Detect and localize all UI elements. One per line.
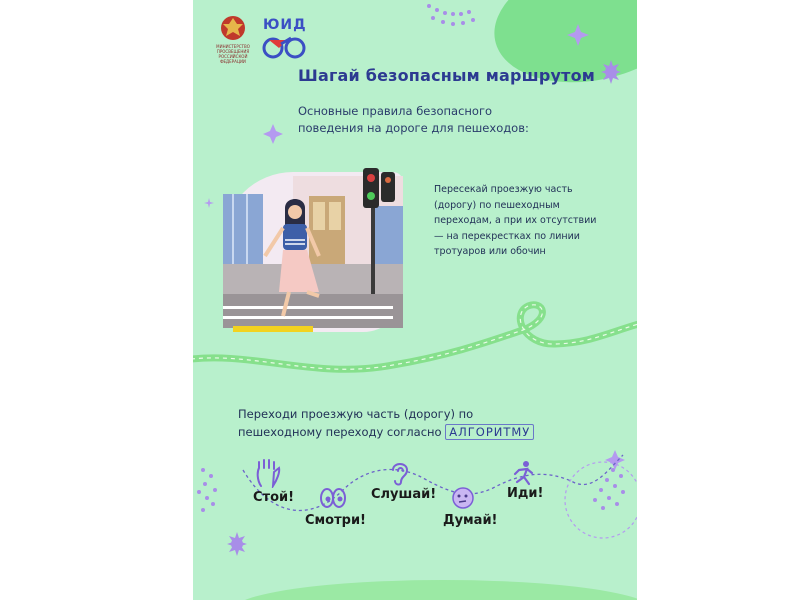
yuid-logo-icon (261, 34, 307, 60)
ministry-caption: МИНИСТЕРСТВО ПРОСВЕЩЕНИЯ РОССИЙСКОЙ ФЕДЕРАЦИИ (216, 44, 250, 64)
thinking-face-icon (451, 486, 475, 510)
page-title: Шагай безопасным маршрутом (298, 66, 596, 85)
step-go: Иди! (507, 486, 544, 501)
ear-icon (389, 460, 411, 486)
rule-text: Пересекай проезжую часть (дорогу) по пешеходным переходам, а при их отсутствии — на перекрестках по линии тротуаров или обочин (434, 184, 597, 257)
subtitle: Основные правила безопасного поведения на дороге для пешеходов: (298, 104, 529, 135)
step-listen: Слушай! (371, 487, 437, 502)
algorithm-sentence: Переходи проезжую часть (дорогу) по пешеходному переходу согласно (238, 407, 474, 439)
eyes-icon (319, 488, 347, 508)
algorithm-text (238, 405, 548, 441)
poster (193, 0, 637, 600)
step-look: Смотри! (305, 513, 366, 528)
step-stop: Стой! (253, 490, 295, 505)
algorithm-highlight: АЛГОРИТМУ (445, 424, 534, 440)
ministry-emblem-icon (219, 14, 247, 42)
step-think: Думай! (443, 513, 498, 528)
running-person-icon (511, 460, 535, 486)
yuid-logo-text: ЮИД (263, 17, 307, 33)
hand-icon (255, 458, 281, 488)
pedestrian-illustration (223, 166, 413, 336)
